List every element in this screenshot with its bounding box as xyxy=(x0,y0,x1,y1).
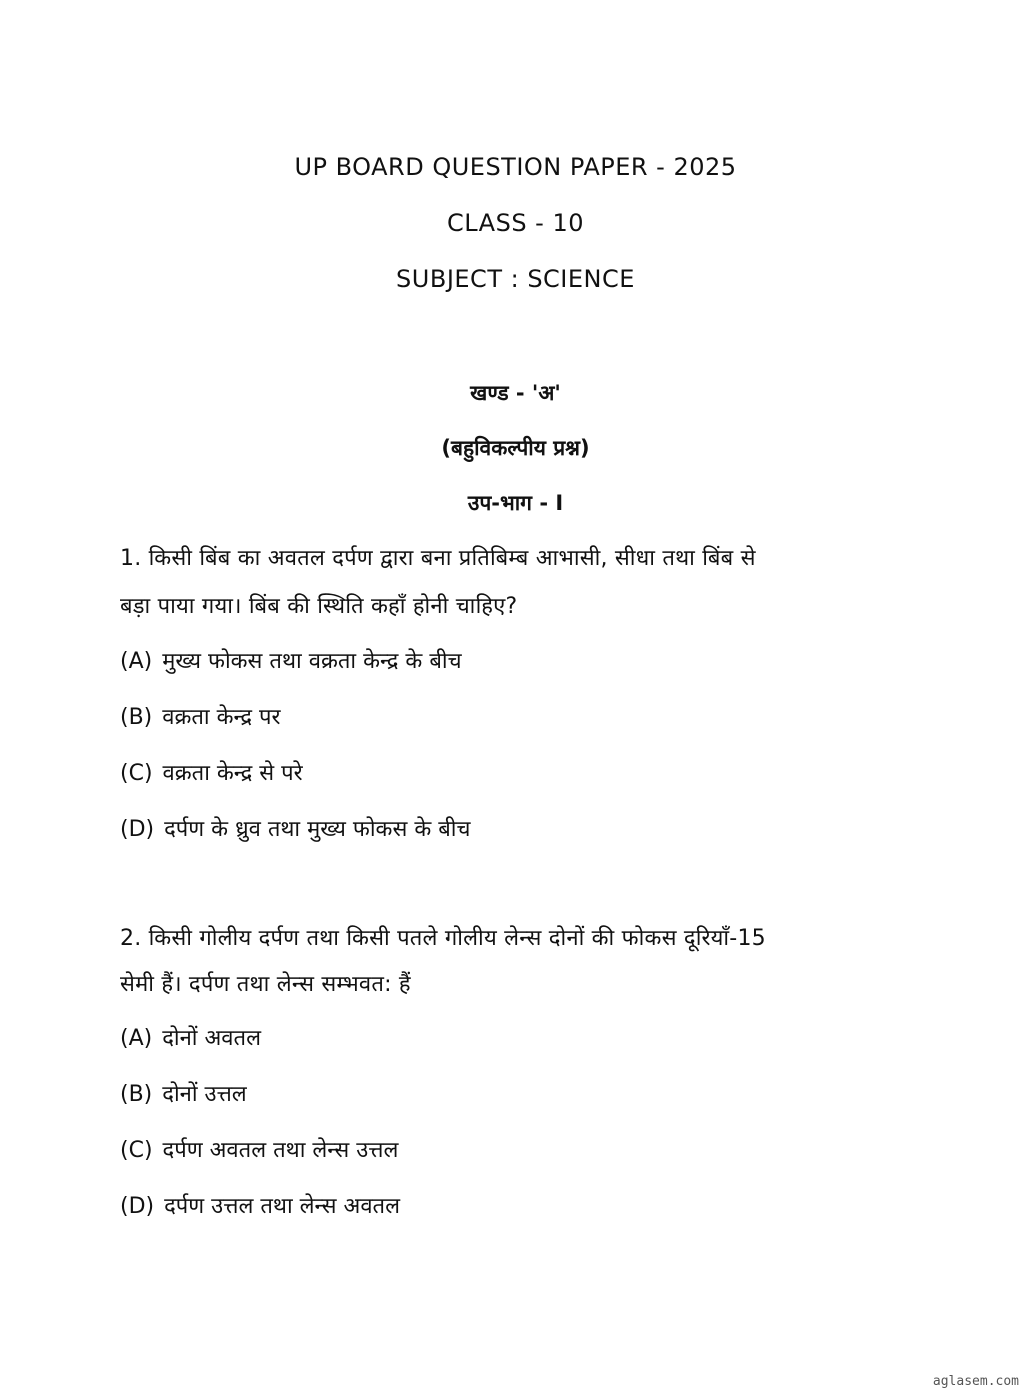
option-2d xyxy=(120,1190,920,1220)
question-2-line-2: सेमी हैं। दर्पण तथा लेन्स सम्भवत: हैं xyxy=(120,972,411,997)
option-letter: (B) xyxy=(120,705,153,730)
option-text: दोनों अवतल xyxy=(162,1026,261,1051)
option-letter: (A) xyxy=(120,1026,153,1051)
class-label: CLASS - 10 xyxy=(446,209,585,237)
section-heading: खण्ड - 'अ' xyxy=(470,381,561,405)
option-1a xyxy=(120,645,920,675)
option-letter: (A) xyxy=(120,649,153,674)
option-text: दर्पण के ध्रुव तथा मुख्य फोकस के बीच xyxy=(164,817,471,842)
option-letter: (D) xyxy=(120,817,155,842)
option-1c xyxy=(120,757,920,787)
option-text: दर्पण अवतल तथा लेन्स उत्तल xyxy=(162,1138,399,1163)
option-letter: (C) xyxy=(120,761,153,786)
question-1-line-2: बड़ा पाया गया। बिंब की स्थिति कहाँ होनी चाहिए? xyxy=(120,594,518,619)
option-text: दर्पण उत्तल तथा लेन्स अवतल xyxy=(164,1194,401,1219)
option-text: मुख्य फोकस तथा वक्रता केन्द्र के बीच xyxy=(162,649,462,674)
option-text: वक्रता केन्द्र से परे xyxy=(162,761,303,786)
option-letter: (C) xyxy=(120,1138,153,1163)
option-2b xyxy=(120,1078,920,1108)
subpart-heading: उप-भाग - I xyxy=(467,491,564,515)
option-text: दोनों उत्तल xyxy=(162,1082,247,1107)
option-1d xyxy=(120,813,920,843)
question-1-line-1: 1. किसी बिंब का अवतल दर्पण द्वारा बना प्रतिबिम्ब आभासी, सीधा तथा बिंब से xyxy=(120,546,756,571)
option-2c xyxy=(120,1134,920,1164)
option-letter: (B) xyxy=(120,1082,153,1107)
option-text: वक्रता केन्द्र पर xyxy=(162,705,281,730)
paper-title: UP BOARD QUESTION PAPER - 2025 xyxy=(294,153,737,181)
option-letter: (D) xyxy=(120,1194,155,1219)
option-2a xyxy=(120,1022,920,1052)
section-type: (बहुविकल्पीय प्रश्न) xyxy=(441,436,590,460)
watermark-text: aglasem.com xyxy=(932,1374,1019,1389)
subject-label: SUBJECT : SCIENCE xyxy=(396,265,635,293)
question-2-line-1: 2. किसी गोलीय दर्पण तथा किसी पतले गोलीय लेन्स दोनों की फोकस दूरियाँ-15 xyxy=(120,926,766,951)
option-1b xyxy=(120,701,920,731)
